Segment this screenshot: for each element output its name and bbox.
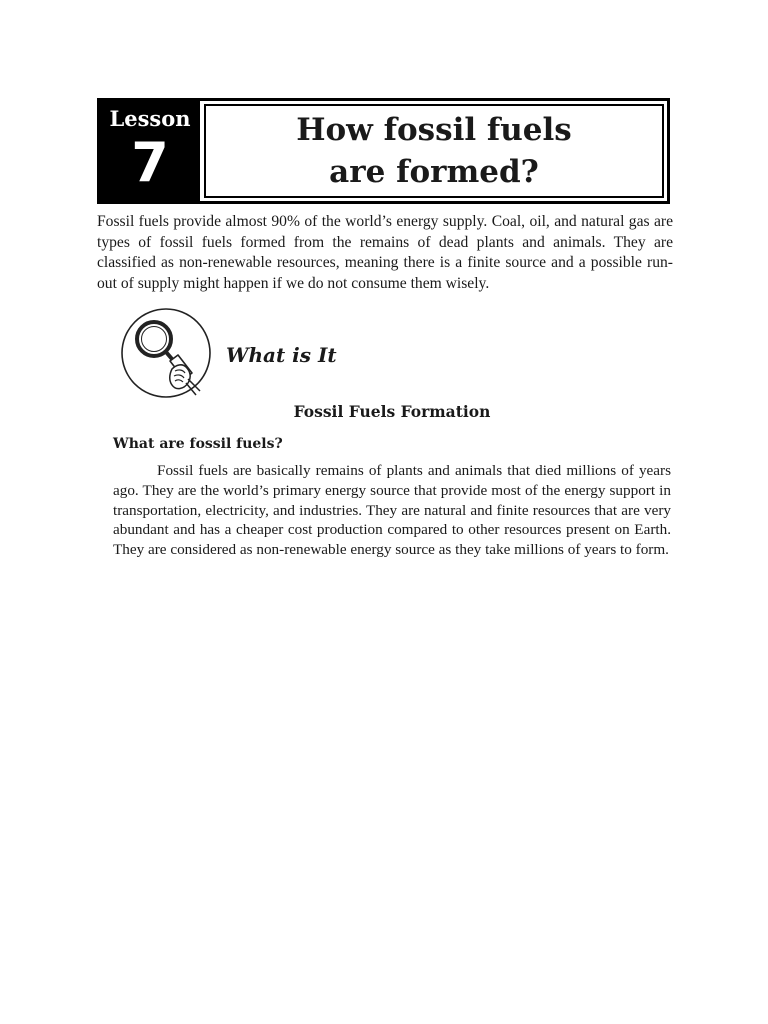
- lesson-header: [97, 98, 670, 204]
- lesson-number: 7: [131, 131, 169, 194]
- intro-paragraph: Fossil fuels provide almost 90% of the world’s energy supply. Coal, oil, and natural gas are types of fossil fuels formed from the remains of dead plants and animals. They are classified as non-renewable resources, meaning there is a finite source and a possible run-out of supply might happen if we do not consume them wisely.: [97, 213, 673, 292]
- lesson-badge: [100, 101, 200, 201]
- topic-title: Fossil Fuels Formation: [293, 402, 491, 421]
- lesson-title-box: [204, 104, 664, 198]
- section-banner: [120, 307, 420, 401]
- section-title: What is It: [226, 343, 337, 367]
- question-heading: What are fossil fuels?: [113, 436, 283, 452]
- lesson-title: How fossil fuels are formed?: [296, 112, 572, 190]
- lesson-label: Lesson: [109, 106, 191, 131]
- body-paragraph: Fossil fuels are basically remains of plants and animals that died millions of years ago. They are the world’s primary energy source that provide most of the energy support in transportation, electricity, and industries. They are natural and finite resources that are very abundant and has a cheaper cost production compared to other resources present on Earth. They are considered as non-renewable energy source as they take millions of years to form.: [113, 462, 671, 559]
- magnifier-icon: [120, 307, 212, 399]
